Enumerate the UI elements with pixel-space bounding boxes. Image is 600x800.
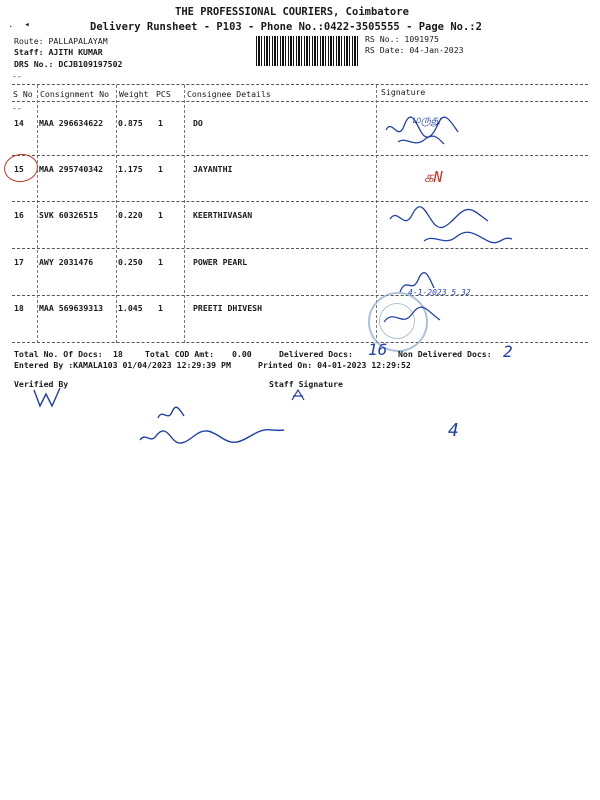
col-pcs: PCS [156, 89, 171, 99]
large-signature-icon [136, 404, 292, 452]
entered-by: Entered By :KAMALA103 01/04/2023 12:29:39 PM [14, 360, 231, 370]
barcode-icon [256, 36, 358, 66]
handwritten-number: 4 [448, 420, 459, 441]
row-consignment: AWY 2031476 [39, 257, 94, 267]
handwriting-row17-date: 4-1-2023 5.32 [408, 288, 471, 297]
verified-by: Verified By [14, 379, 69, 389]
total-docs-label: Total No. Of Docs: [14, 349, 103, 359]
row-sno: 15 [14, 164, 24, 174]
col-consignment: Consignment No [40, 89, 110, 99]
row-sno: 17 [14, 257, 24, 267]
handwriting-row14: மருது [412, 113, 441, 126]
row-consignee: DO [193, 118, 203, 128]
total-cod: 0.00 [232, 349, 252, 359]
total-cod-label: Total COD Amt: [145, 349, 215, 359]
runsheet-subtitle: Delivery Runsheet - P103 - Phone No.:0422-3505555 - Page No.:2 [90, 21, 482, 33]
row-consignee: PREETI DHIVESH [193, 303, 263, 313]
rs-date: RS Date: 04-Jan-2023 [365, 45, 464, 55]
column-line [184, 85, 185, 343]
row-weight: 1.175 [118, 164, 143, 174]
row-consignee: KEERTHIVASAN [193, 210, 253, 220]
dash-marks: -- [12, 104, 22, 113]
row-sno: 18 [14, 303, 24, 313]
row-pcs: 1 [158, 210, 163, 220]
dash-marks: -- [12, 72, 22, 81]
row-pcs: 1 [158, 303, 163, 313]
staff-signature-icon [288, 388, 308, 404]
row-consignee: JAYANTHI [193, 164, 233, 174]
row-consignment: MAA 295740342 [39, 164, 104, 174]
company-name: THE PROFESSIONAL COURIERS, Coimbatore [175, 6, 409, 18]
col-sno: S No [13, 89, 33, 99]
delivered-docs-handwritten: 16 [368, 340, 388, 359]
column-line [116, 85, 117, 343]
divider [12, 101, 588, 102]
col-consignee: Consignee Details [187, 89, 271, 99]
row-weight: 0.220 [118, 210, 143, 220]
row-sno: 16 [14, 210, 24, 220]
col-signature: Signature [381, 87, 426, 97]
row-consignment: MAA 569639313 [39, 303, 104, 313]
total-docs: 18 [113, 349, 123, 359]
rs-number: RS No.: 1091975 [365, 34, 439, 44]
signature-row18-icon [380, 302, 450, 332]
row-consignment: MAA 296634622 [39, 118, 104, 128]
red-circle-mark [2, 152, 40, 184]
corner-marks-icon: . ◂ [8, 20, 30, 30]
col-weight: Weight [119, 89, 149, 99]
row-pcs: 1 [158, 164, 163, 174]
divider [12, 84, 588, 85]
staff-signature-label: Staff Signature [269, 379, 343, 389]
row-consignee: POWER PEARL [193, 257, 248, 267]
printed-on: Printed On: 04-01-2023 12:29:52 [258, 360, 411, 370]
divider [12, 295, 588, 296]
staff-name: Staff: AJITH KUMAR [14, 47, 103, 57]
non-delivered-label: Non Delivered Docs: [398, 349, 492, 359]
delivered-docs-label: Delivered Docs: [279, 349, 353, 359]
verified-signature-icon [28, 384, 68, 412]
row-pcs: 1 [158, 118, 163, 128]
row-weight: 0.250 [118, 257, 143, 267]
divider [12, 155, 588, 156]
signature-row16-icon [384, 205, 524, 253]
handwriting-row15: கN [424, 168, 443, 186]
row-pcs: 1 [158, 257, 163, 267]
drs-number: DRS No.: DCJB109197502 [14, 59, 123, 69]
column-line [37, 85, 38, 343]
row-sno: 14 [14, 118, 24, 128]
route: Route: PALLAPALAYAM [14, 36, 108, 46]
divider [12, 342, 588, 343]
row-consignment: SVK 60326515 [39, 210, 99, 220]
non-delivered-handwritten: 2 [503, 342, 513, 361]
divider [12, 201, 588, 202]
row-weight: 1.045 [118, 303, 143, 313]
row-weight: 0.875 [118, 118, 143, 128]
